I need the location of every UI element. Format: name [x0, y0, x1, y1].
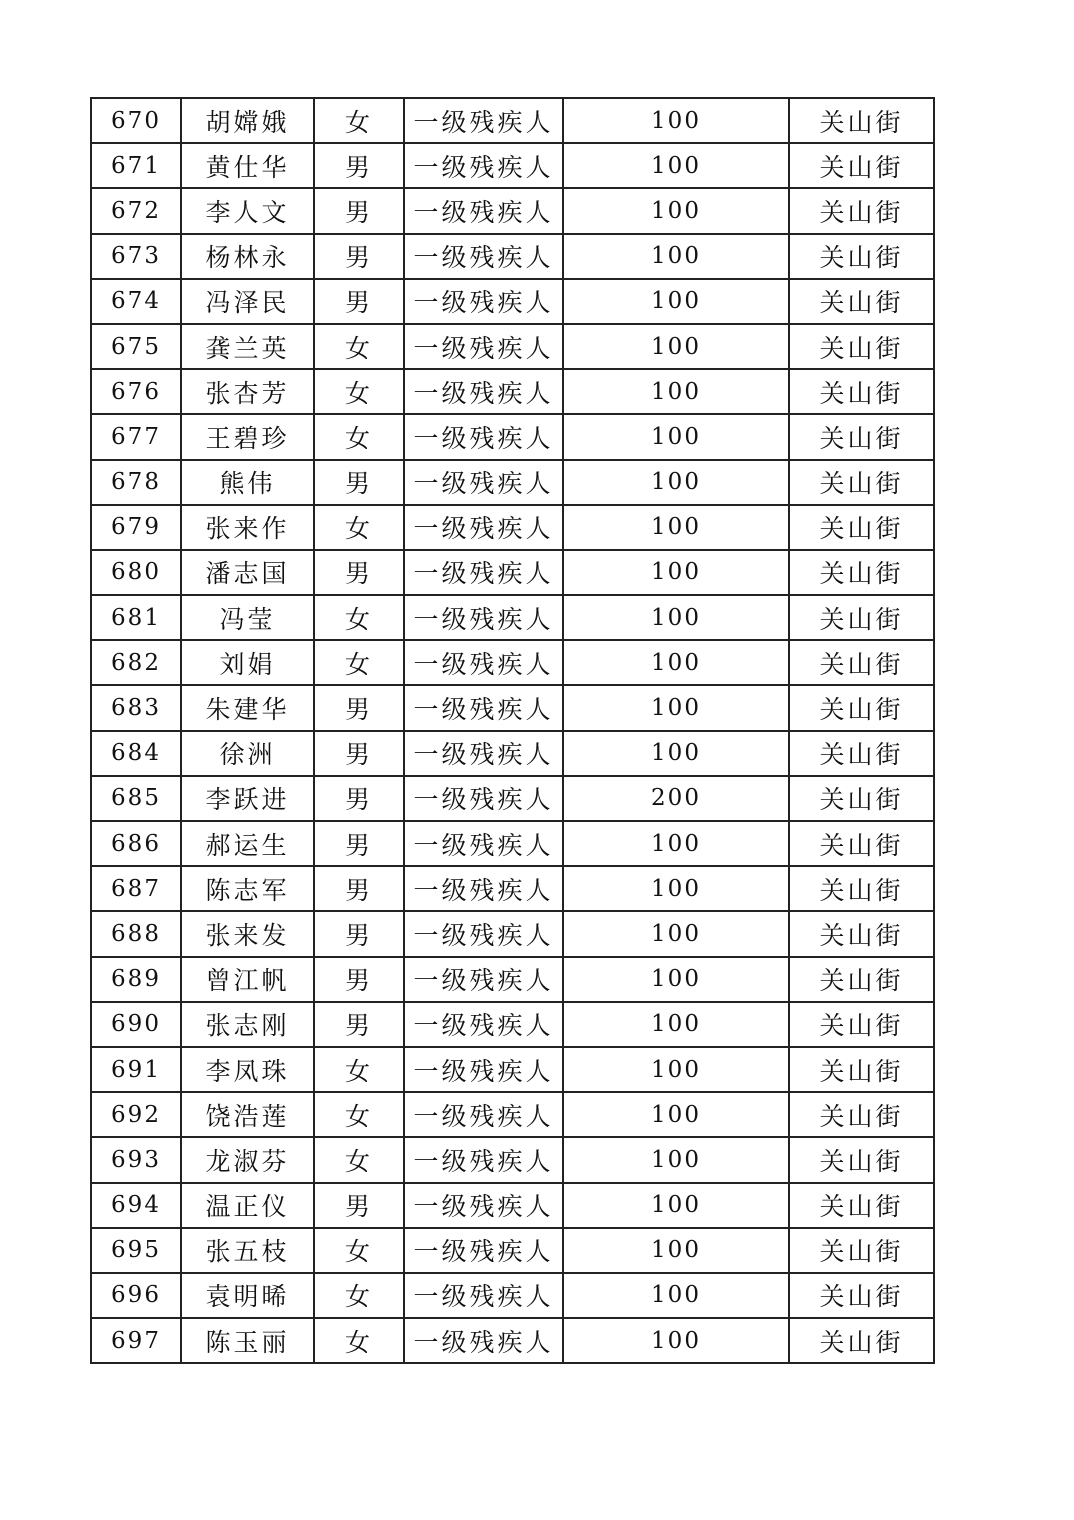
table-row: [91, 279, 934, 324]
gender-cell: 男: [314, 911, 404, 956]
amount-cell: 100: [563, 685, 789, 730]
table-row: [91, 1092, 934, 1137]
disability-level-cell: 一级残疾人: [404, 911, 563, 956]
name-cell: 冯泽民: [181, 279, 314, 324]
table-row: [91, 98, 934, 143]
gender-cell: 女: [314, 98, 404, 143]
gender-cell: 女: [314, 414, 404, 459]
street-cell: 关山街: [789, 98, 934, 143]
street-cell: 关山街: [789, 1318, 934, 1363]
disability-level-cell: 一级残疾人: [404, 685, 563, 730]
disability-level-cell: 一级残疾人: [404, 98, 563, 143]
table-row: [91, 460, 934, 505]
gender-cell: 女: [314, 595, 404, 640]
table-row: [91, 1047, 934, 1092]
name-cell: 张来作: [181, 505, 314, 550]
disability-level-cell: 一级残疾人: [404, 957, 563, 1002]
amount-cell: 100: [563, 957, 789, 1002]
name-cell: 徐洲: [181, 731, 314, 776]
name-cell: 潘志国: [181, 550, 314, 595]
amount-cell: 100: [563, 188, 789, 233]
gender-cell: 男: [314, 279, 404, 324]
table-row: [91, 821, 934, 866]
serial-number-cell: 686: [91, 821, 181, 866]
table-row: [91, 505, 934, 550]
amount-cell: 100: [563, 1318, 789, 1363]
table-row: [91, 1002, 934, 1047]
street-cell: 关山街: [789, 460, 934, 505]
serial-number-cell: 678: [91, 460, 181, 505]
amount-cell: 100: [563, 460, 789, 505]
table-row: [91, 324, 934, 369]
disability-level-cell: 一级残疾人: [404, 550, 563, 595]
serial-number-cell: 692: [91, 1092, 181, 1137]
serial-number-cell: 683: [91, 685, 181, 730]
table-row: [91, 143, 934, 188]
serial-number-cell: 675: [91, 324, 181, 369]
table-row: [91, 369, 934, 414]
gender-cell: 女: [314, 1228, 404, 1273]
disability-level-cell: 一级残疾人: [404, 1318, 563, 1363]
amount-cell: 100: [563, 98, 789, 143]
serial-number-cell: 691: [91, 1047, 181, 1092]
roster-table-body: [91, 98, 934, 1363]
amount-cell: 100: [563, 234, 789, 279]
name-cell: 刘娟: [181, 640, 314, 685]
gender-cell: 男: [314, 866, 404, 911]
amount-cell: 100: [563, 595, 789, 640]
gender-cell: 男: [314, 685, 404, 730]
street-cell: 关山街: [789, 505, 934, 550]
table-row: [91, 731, 934, 776]
amount-cell: 100: [563, 369, 789, 414]
disability-level-cell: 一级残疾人: [404, 1137, 563, 1182]
street-cell: 关山街: [789, 821, 934, 866]
amount-cell: 100: [563, 414, 789, 459]
serial-number-cell: 690: [91, 1002, 181, 1047]
table-row: [91, 957, 934, 1002]
disability-level-cell: 一级残疾人: [404, 505, 563, 550]
name-cell: 郝运生: [181, 821, 314, 866]
table-row: [91, 1183, 934, 1228]
gender-cell: 男: [314, 821, 404, 866]
serial-number-cell: 682: [91, 640, 181, 685]
table-row: [91, 776, 934, 821]
serial-number-cell: 697: [91, 1318, 181, 1363]
disability-level-cell: 一级残疾人: [404, 188, 563, 233]
name-cell: 张志刚: [181, 1002, 314, 1047]
name-cell: 胡嫦娥: [181, 98, 314, 143]
disability-level-cell: 一级残疾人: [404, 1228, 563, 1273]
amount-cell: 100: [563, 505, 789, 550]
disability-level-cell: 一级残疾人: [404, 414, 563, 459]
amount-cell: 200: [563, 776, 789, 821]
street-cell: 关山街: [789, 188, 934, 233]
street-cell: 关山街: [789, 1002, 934, 1047]
disability-level-cell: 一级残疾人: [404, 369, 563, 414]
serial-number-cell: 694: [91, 1183, 181, 1228]
table-row: [91, 911, 934, 956]
amount-cell: 100: [563, 1137, 789, 1182]
amount-cell: 100: [563, 279, 789, 324]
table-row: [91, 640, 934, 685]
disability-level-cell: 一级残疾人: [404, 640, 563, 685]
street-cell: 关山街: [789, 957, 934, 1002]
name-cell: 袁明晞: [181, 1273, 314, 1318]
roster-table: [90, 97, 935, 1364]
disability-level-cell: 一级残疾人: [404, 1092, 563, 1137]
name-cell: 冯莹: [181, 595, 314, 640]
gender-cell: 男: [314, 776, 404, 821]
serial-number-cell: 696: [91, 1273, 181, 1318]
gender-cell: 男: [314, 143, 404, 188]
street-cell: 关山街: [789, 685, 934, 730]
amount-cell: 100: [563, 1273, 789, 1318]
name-cell: 曾江帆: [181, 957, 314, 1002]
gender-cell: 男: [314, 460, 404, 505]
disability-level-cell: 一级残疾人: [404, 1273, 563, 1318]
table-row: [91, 1137, 934, 1182]
serial-number-cell: 679: [91, 505, 181, 550]
gender-cell: 女: [314, 324, 404, 369]
table-row: [91, 1228, 934, 1273]
street-cell: 关山街: [789, 595, 934, 640]
table-row: [91, 595, 934, 640]
disability-level-cell: 一级残疾人: [404, 279, 563, 324]
street-cell: 关山街: [789, 550, 934, 595]
street-cell: 关山街: [789, 731, 934, 776]
gender-cell: 女: [314, 1137, 404, 1182]
name-cell: 龙淑芬: [181, 1137, 314, 1182]
amount-cell: 100: [563, 1092, 789, 1137]
serial-number-cell: 672: [91, 188, 181, 233]
gender-cell: 女: [314, 1047, 404, 1092]
disability-level-cell: 一级残疾人: [404, 1002, 563, 1047]
table-row: [91, 234, 934, 279]
serial-number-cell: 676: [91, 369, 181, 414]
serial-number-cell: 674: [91, 279, 181, 324]
serial-number-cell: 671: [91, 143, 181, 188]
gender-cell: 男: [314, 188, 404, 233]
street-cell: 关山街: [789, 1137, 934, 1182]
gender-cell: 男: [314, 550, 404, 595]
gender-cell: 男: [314, 731, 404, 776]
name-cell: 熊伟: [181, 460, 314, 505]
gender-cell: 女: [314, 1318, 404, 1363]
table-row: [91, 1273, 934, 1318]
name-cell: 张杏芳: [181, 369, 314, 414]
name-cell: 陈志军: [181, 866, 314, 911]
serial-number-cell: 688: [91, 911, 181, 956]
amount-cell: 100: [563, 866, 789, 911]
table-row: [91, 414, 934, 459]
street-cell: 关山街: [789, 911, 934, 956]
street-cell: 关山街: [789, 414, 934, 459]
serial-number-cell: 695: [91, 1228, 181, 1273]
street-cell: 关山街: [789, 1092, 934, 1137]
street-cell: 关山街: [789, 1228, 934, 1273]
disability-level-cell: 一级残疾人: [404, 776, 563, 821]
amount-cell: 100: [563, 640, 789, 685]
disability-level-cell: 一级残疾人: [404, 821, 563, 866]
street-cell: 关山街: [789, 369, 934, 414]
serial-number-cell: 670: [91, 98, 181, 143]
street-cell: 关山街: [789, 1273, 934, 1318]
amount-cell: 100: [563, 821, 789, 866]
table-row: [91, 866, 934, 911]
serial-number-cell: 684: [91, 731, 181, 776]
street-cell: 关山街: [789, 279, 934, 324]
gender-cell: 男: [314, 1002, 404, 1047]
street-cell: 关山街: [789, 640, 934, 685]
gender-cell: 男: [314, 234, 404, 279]
gender-cell: 女: [314, 505, 404, 550]
street-cell: 关山街: [789, 143, 934, 188]
name-cell: 饶浩莲: [181, 1092, 314, 1137]
amount-cell: 100: [563, 1183, 789, 1228]
gender-cell: 女: [314, 640, 404, 685]
disability-level-cell: 一级残疾人: [404, 1047, 563, 1092]
street-cell: 关山街: [789, 234, 934, 279]
amount-cell: 100: [563, 1002, 789, 1047]
gender-cell: 女: [314, 369, 404, 414]
disability-level-cell: 一级残疾人: [404, 460, 563, 505]
street-cell: 关山街: [789, 324, 934, 369]
serial-number-cell: 687: [91, 866, 181, 911]
street-cell: 关山街: [789, 1183, 934, 1228]
table-row: [91, 188, 934, 233]
gender-cell: 女: [314, 1273, 404, 1318]
serial-number-cell: 681: [91, 595, 181, 640]
amount-cell: 100: [563, 911, 789, 956]
amount-cell: 100: [563, 1047, 789, 1092]
disability-level-cell: 一级残疾人: [404, 234, 563, 279]
street-cell: 关山街: [789, 866, 934, 911]
disability-level-cell: 一级残疾人: [404, 143, 563, 188]
name-cell: 温正仪: [181, 1183, 314, 1228]
disability-level-cell: 一级残疾人: [404, 1183, 563, 1228]
disability-level-cell: 一级残疾人: [404, 866, 563, 911]
amount-cell: 100: [563, 731, 789, 776]
serial-number-cell: 689: [91, 957, 181, 1002]
name-cell: 张来发: [181, 911, 314, 956]
disability-level-cell: 一级残疾人: [404, 731, 563, 776]
name-cell: 朱建华: [181, 685, 314, 730]
amount-cell: 100: [563, 143, 789, 188]
gender-cell: 男: [314, 957, 404, 1002]
serial-number-cell: 673: [91, 234, 181, 279]
name-cell: 李跃进: [181, 776, 314, 821]
name-cell: 张五枝: [181, 1228, 314, 1273]
serial-number-cell: 685: [91, 776, 181, 821]
street-cell: 关山街: [789, 1047, 934, 1092]
disability-level-cell: 一级残疾人: [404, 595, 563, 640]
table-row: [91, 550, 934, 595]
name-cell: 李人文: [181, 188, 314, 233]
table-row: [91, 685, 934, 730]
gender-cell: 男: [314, 1183, 404, 1228]
name-cell: 杨林永: [181, 234, 314, 279]
serial-number-cell: 677: [91, 414, 181, 459]
amount-cell: 100: [563, 1228, 789, 1273]
amount-cell: 100: [563, 324, 789, 369]
name-cell: 李凤珠: [181, 1047, 314, 1092]
table-row: [91, 1318, 934, 1363]
name-cell: 陈玉丽: [181, 1318, 314, 1363]
serial-number-cell: 693: [91, 1137, 181, 1182]
street-cell: 关山街: [789, 776, 934, 821]
serial-number-cell: 680: [91, 550, 181, 595]
name-cell: 黄仕华: [181, 143, 314, 188]
name-cell: 龚兰英: [181, 324, 314, 369]
name-cell: 王碧珍: [181, 414, 314, 459]
amount-cell: 100: [563, 550, 789, 595]
disability-level-cell: 一级残疾人: [404, 324, 563, 369]
gender-cell: 女: [314, 1092, 404, 1137]
